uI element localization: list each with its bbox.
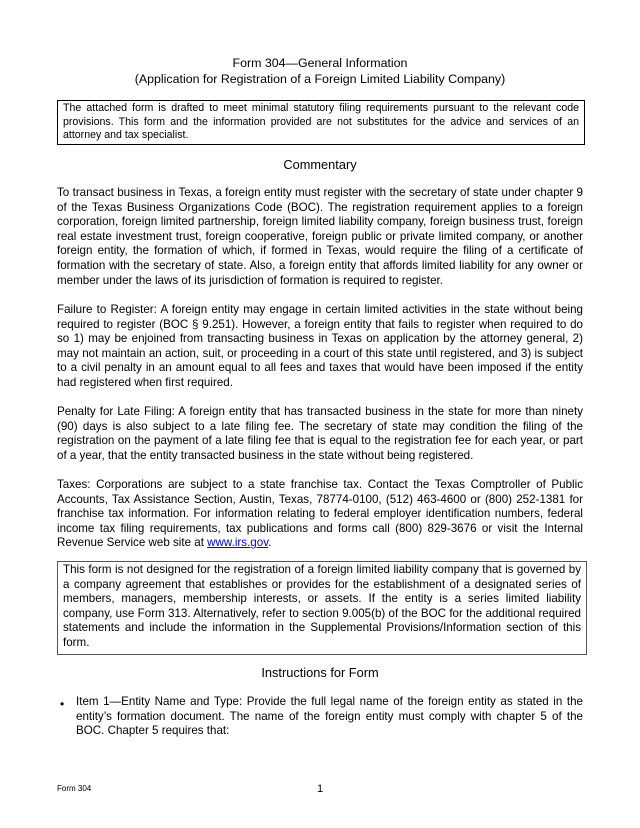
form-title: Form 304—General Information [232, 56, 408, 70]
instructions-heading: Instructions for Form [261, 665, 379, 680]
footer-form-label: Form 304 [57, 784, 92, 793]
form-subtitle: (Application for Registration of a Foreign Limited Liability Company) [134, 72, 506, 86]
taxes-text: Taxes: Corporations are subject to a state franchise tax. Contact the Texas Comptroller of Public Accounts, Tax Assistance Section, Austin, Texas, 78774-0100, (512) 463-4600 or (800) 252-1381 for franchise tax information. For information relating to federal employer identification numbers, federal income tax filing requirements, tax publications and forms call (800) 829-3676 or visit the Internal Revenue Service web site at [57, 478, 583, 550]
bullet-icon: • [60, 697, 65, 711]
commentary-paragraph-late-filing: Penalty for Late Filing: A foreign entity that has transacted business in the state for more than ninety (90) days is also subject to a late filing fee. The secretary of state may condition the filing of the registration on the payment of a late filing fee that is equal to the registration fee for each year, or part of a year, that the entity transacted business in the state without being registered. [57, 405, 583, 462]
disclaimer-box: The attached form is drafted to meet minimal statutory filing requirements pursuant to the relevant code provisions. This form and the information provided are not substitutes for the advice and services of an attorney and tax specialist. [57, 100, 585, 145]
instruction-item-1: Item 1—Entity Name and Type: Provide the full legal name of the foreign entity as stated in the entity’s formation document. The name of the foreign entity must comply with chapter 5 of the BOC. Chapter 5 requires that: [76, 695, 583, 738]
irs-link[interactable]: www.irs.gov [207, 536, 269, 550]
commentary-paragraph-taxes [57, 478, 583, 551]
commentary-paragraph-failure-to-register: Failure to Register: A foreign entity may engage in certain limited activities in the state without being required to register (BOC § 9.251). However, a foreign entity that fails to register when required to do so 1) may be enjoined from transacting business in Texas on application by the attorney general, 2) may not maintain an action, suit, or proceeding in a court of this state until registered, and 3) is subject to a civil penalty in an amount equal to all fees and taxes that would have been imposed if the entity had registered when first required. [57, 303, 583, 389]
taxes-text-end: . [268, 536, 272, 550]
commentary-paragraph-registration: To transact business in Texas, a foreign entity must register with the secretary of state under chapter 9 of the Texas Business Organizations Code (BOC). The registration requirement applies to a foreign corporation, foreign limited partnership, foreign limited liability company, foreign business trust, foreign real estate investment trust, foreign cooperative, foreign public or private limited company, or another foreign entity, the formation of which, if formed in Texas, would require the filing of a certificate of formation with the secretary of state. Also, a foreign entity that affords limited liability for any owner or member under the laws of its jurisdiction of formation is required to register. [57, 186, 583, 287]
page-number: 1 [316, 783, 324, 795]
series-llc-notice-box: This form is not designed for the registration of a foreign limited liability company that is governed by a company agreement that establishes or provides for the establishment of a designated series of members, managers, membership interests, or assets. If the entity is a series limited liability company, use Form 313. Alternatively, refer to section 9.005(b) of the BOC for the additional required statements and include the information in the Supplemental Provisions/Information section of this form. [57, 561, 587, 655]
commentary-heading: Commentary [283, 157, 357, 172]
